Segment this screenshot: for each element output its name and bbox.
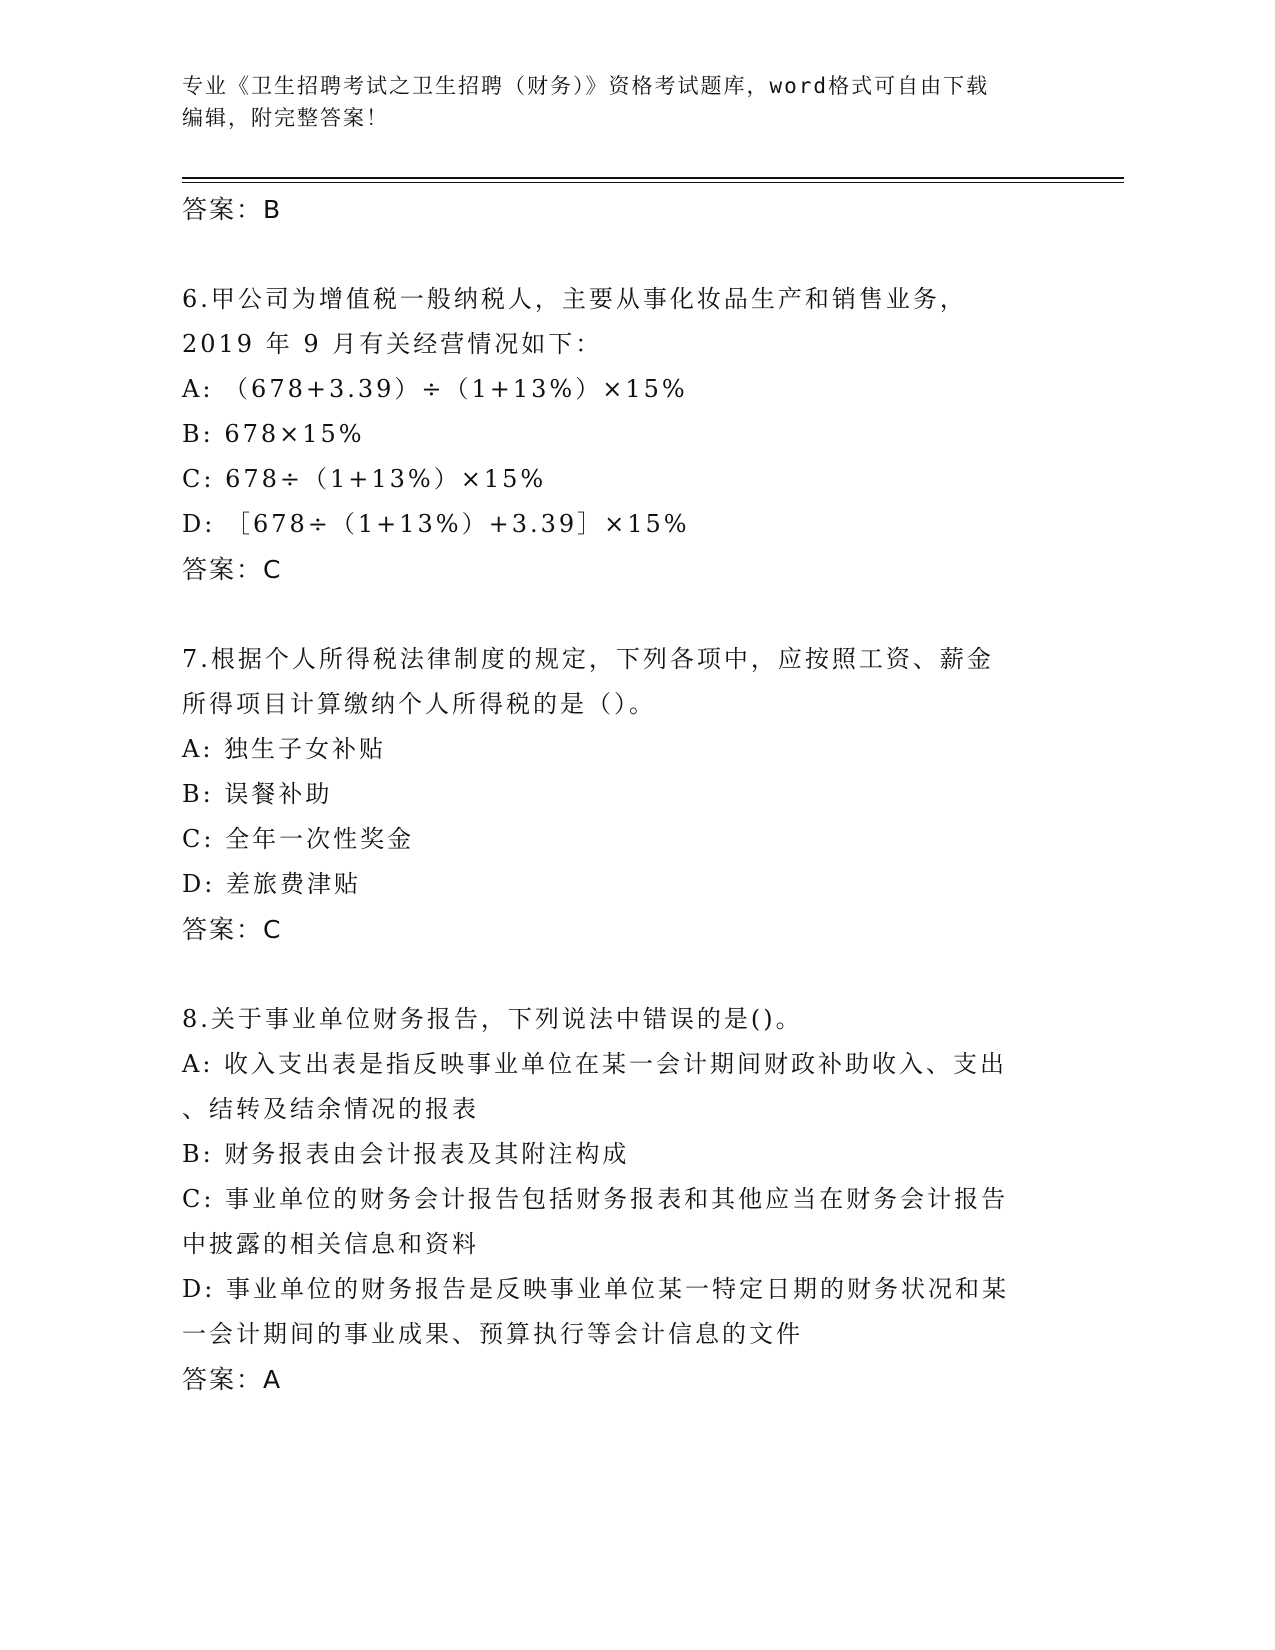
document-body bbox=[182, 187, 1062, 1402]
question-stem: 7.根据个人所得税法律制度的规定，下列各项中，应按照工资、薪金 bbox=[182, 645, 994, 673]
question-7 bbox=[182, 637, 1062, 952]
option-a: A: （678+3.39）÷（1+13%）×15% bbox=[182, 375, 688, 403]
option-c-continued: 中披露的相关信息和资料 bbox=[182, 1230, 479, 1258]
option-d-continued: 一会计期间的事业成果、预算执行等会计信息的文件 bbox=[182, 1320, 803, 1348]
question-6 bbox=[182, 277, 1062, 592]
header-line-2: 编辑，附完整答案！ bbox=[182, 106, 389, 130]
question-stem: 6.甲公司为增值税一般纳税人，主要从事化妆品生产和销售业务， bbox=[182, 285, 967, 313]
spacer bbox=[182, 592, 1062, 637]
question-stem: 所得项目计算缴纳个人所得税的是（）。 bbox=[182, 690, 656, 718]
option-d: D: 差旅费津贴 bbox=[182, 870, 361, 898]
answer: 答案：C bbox=[182, 915, 283, 944]
answer: 答案：A bbox=[182, 1365, 283, 1394]
option-d: D: 事业单位的财务报告是反映事业单位某一特定日期的财务状况和某 bbox=[182, 1275, 1009, 1303]
question-stem: 2019 年 9 月有关经营情况如下： bbox=[182, 330, 603, 358]
option-c: C: 全年一次性奖金 bbox=[182, 825, 415, 853]
spacer bbox=[182, 952, 1062, 997]
header-divider bbox=[182, 177, 1124, 179]
option-a: A: 收入支出表是指反映事业单位在某一会计期间财政补助收入、支出 bbox=[182, 1050, 1008, 1078]
option-b: B: 678×15% bbox=[182, 420, 365, 448]
option-c: C: 678÷（1+13%）×15% bbox=[182, 465, 547, 493]
question-8 bbox=[182, 997, 1062, 1402]
answer: 答案：C bbox=[182, 555, 283, 584]
header-line-1: 专业《卫生招聘考试之卫生招聘（财务）》资格考试题库，word格式可自由下载 bbox=[182, 74, 990, 98]
option-b: B: 财务报表由会计报表及其附注构成 bbox=[182, 1140, 630, 1168]
question-stem: 8.关于事业单位财务报告，下列说法中错误的是()。 bbox=[182, 1005, 803, 1033]
document-header bbox=[182, 70, 1062, 134]
spacer bbox=[182, 232, 1062, 277]
option-a: A: 独生子女补贴 bbox=[182, 735, 387, 763]
option-a-continued: 、结转及结余情况的报表 bbox=[182, 1095, 479, 1123]
option-d: D: ［678÷（1+13%）+3.39］×15% bbox=[182, 510, 690, 538]
option-b: B: 误餐补助 bbox=[182, 780, 333, 808]
option-c: C: 事业单位的财务会计报告包括财务报表和其他应当在财务会计报告 bbox=[182, 1185, 1009, 1213]
answer-previous: 答案：B bbox=[182, 195, 283, 224]
header-divider-thin bbox=[182, 182, 1124, 183]
